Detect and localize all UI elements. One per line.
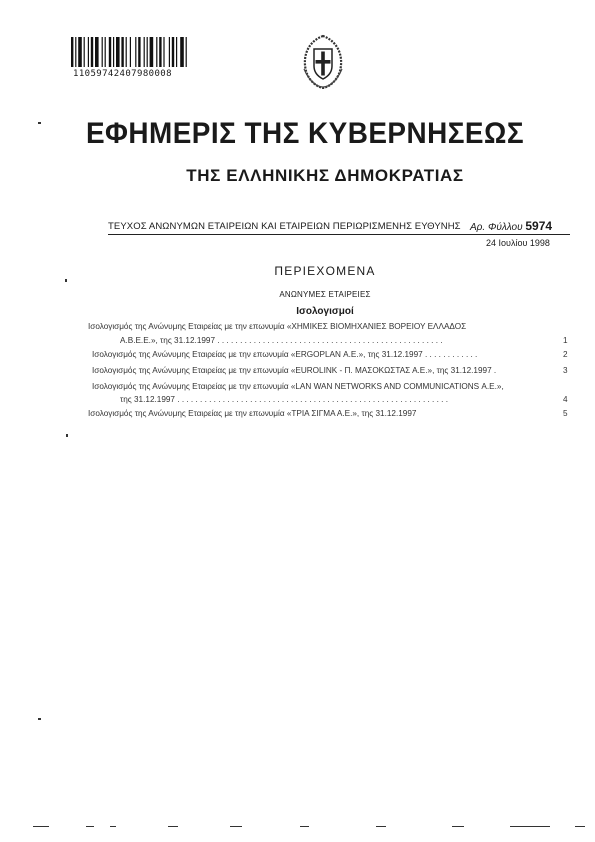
scan-mark: [38, 122, 41, 124]
toc-entry-5-line1: Ισολογισμός της Ανώνυμης Εταιρείας με την επωνυμία «ΤΡΙΑ ΣΙΓΜΑ Α.Ε.», της 31.12.1997: [88, 409, 417, 418]
toc-entry-1-page: 1: [563, 336, 568, 345]
scan-mark: [33, 826, 49, 827]
toc-entry-3-line1: [92, 366, 496, 375]
scan-mark: [66, 434, 68, 437]
toc-entry-1-text: Α.Β.Ε.Ε.», της 31.12.1997: [120, 336, 216, 345]
barcode: [71, 37, 211, 67]
issue-type: ΤΕΥΧΟΣ ΑΝΩΝΥΜΩΝ ΕΤΑΙΡΕΙΩΝ ΚΑΙ ΕΤΑΙΡΕΙΩΝ ΠΕΡΙΩΡΙΣΜΕΝΗΣ ΕΥΘΥΝΗΣ: [108, 221, 461, 232]
leader-dots: . . . . . . . . . . . . . . . . . . . . . . . . . . . . . . . . . . . . . . . . . . . . . . . . . .: [217, 336, 443, 345]
leader-dots: .: [493, 366, 497, 375]
scan-mark: [65, 279, 67, 282]
scan-mark: [510, 826, 550, 827]
sheet-number: 5974: [525, 219, 553, 233]
sheet-info: [470, 219, 552, 233]
toc-entry-2-text: Ισολογισμός της Ανώνυμης Εταιρείας με την επωνυμία «ERGOPLAN Α.Ε.», της 31.12.1997: [92, 350, 423, 359]
issue-date: 24 Ιουλίου 1998: [486, 238, 550, 248]
toc-entry-4-text: της 31.12.1997: [120, 395, 175, 404]
toc-entry-4-line1: Ισολογισμός της Ανώνυμης Εταιρείας με την επωνυμία «LAN WAN NETWORKS AND COMMUNICATIONS Α.Ε.»,: [92, 382, 504, 391]
toc-entry-2-page: 2: [563, 350, 568, 359]
toc-entry-1-line1: Ισολογισμός της Ανώνυμης Εταιρείας με την επωνυμία «ΧΗΜΙΚΕΣ ΒΙΟΜΗΧΑΝΙΕΣ ΒΟΡΕΙΟΥ ΕΛΛΑΔΟΣ: [88, 322, 467, 331]
scan-mark: [38, 718, 41, 720]
gazette-subtitle: ΤΗΣ ΕΛΛΗΝΙΚΗΣ ΔΗΜΟΚΡΑΤΙΑΣ: [186, 166, 464, 185]
greek-coat-of-arms-icon: [296, 33, 350, 89]
scan-mark: [376, 826, 386, 827]
scan-mark: [452, 826, 464, 827]
scan-mark: [168, 826, 178, 827]
gazette-title: ΕΦΗΜΕΡΙΣ ΤΗΣ ΚΥΒΕΡΝΗΣΕΩΣ: [85, 117, 525, 150]
toc-entry-3-page: 3: [563, 366, 568, 375]
toc-entry-5-page: 5: [563, 409, 568, 418]
scan-mark: [575, 826, 585, 827]
header-rule: [108, 234, 570, 235]
toc-entry-1-line2: [120, 336, 443, 345]
toc-entry-4-page: 4: [563, 395, 568, 404]
scan-mark: [230, 826, 242, 827]
toc-entry-3-text: Ισολογισμός της Ανώνυμης Εταιρείας με την επωνυμία «EUROLINK - Π. ΜΑΣΟΚΩΣΤΑΣ Α.Ε.», της 31.12.1997: [92, 366, 492, 375]
toc-entry-4-line2: [120, 395, 448, 404]
barcode-number: 11059742407980008: [73, 69, 172, 79]
scan-mark: [86, 826, 94, 827]
scan-mark: [300, 826, 309, 827]
sheet-label: Αρ. Φύλλου: [470, 222, 523, 233]
category-heading: Ισολογισμοί: [296, 306, 354, 317]
contents-heading: ΠΕΡΙΕΧΟΜΕΝΑ: [274, 264, 376, 278]
section-heading: ΑΝΩΝΥΜΕΣ ΕΤΑΙΡΕΙΕΣ: [279, 290, 371, 299]
toc-entry-2-line1: [92, 350, 477, 359]
leader-dots: . . . . . . . . . . . . . . . . . . . . . . . . . . . . . . . . . . . . . . . . . . . . . . . . . . . . . . . . . . . .: [177, 395, 448, 404]
scan-mark: [110, 826, 116, 827]
leader-dots: . . . . . . . . . . . .: [425, 350, 478, 359]
